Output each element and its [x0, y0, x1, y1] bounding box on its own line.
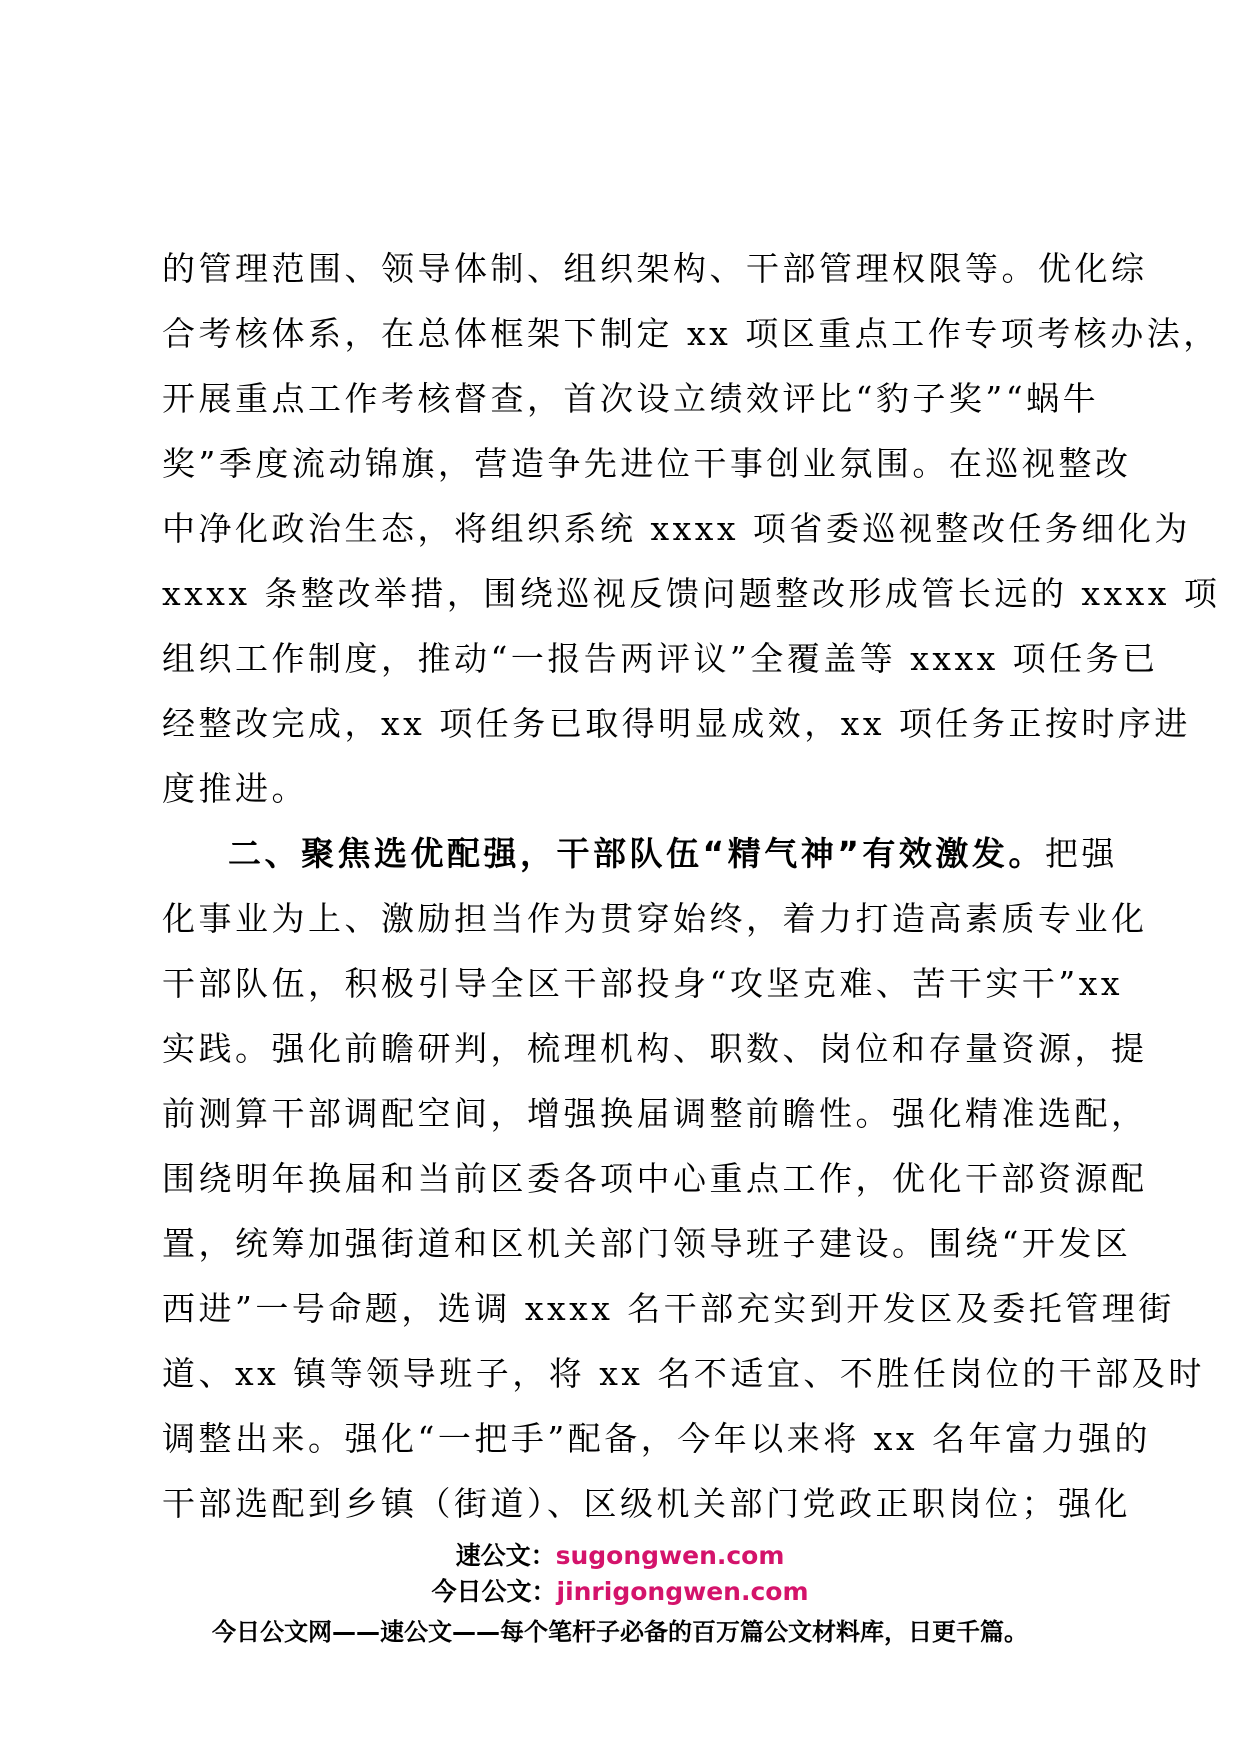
body-line: 开展重点工作考核督查，首次设立绩效评比“豹子奖”“蜗牛 [162, 379, 1100, 418]
section-line: 西进”一号命题，选调 xxxx 名干部充实到开发区及委托管理街 [162, 1289, 1175, 1328]
document-body [162, 236, 1221, 1536]
body-line: 组织工作制度，推动“一报告两评议”全覆盖等 xxxx 项任务已 [162, 639, 1159, 678]
section-heading: 二、聚焦选优配强，干部队伍“精气神”有效激发。 [228, 834, 1045, 873]
footer-slogan: 今日公文网——速公文——每个笔杆子必备的百万篇公文材料库，日更千篇。 [212, 1618, 1028, 1646]
body-line: 经整改完成，xx 项任务已取得明显成效，xx 项任务正按时序进 [162, 704, 1191, 743]
section-heading-line [162, 821, 1118, 886]
body-line: 奖”季度流动锦旗，营造争先进位干事创业氛围。在巡视整改 [162, 444, 1132, 483]
section-line: 干部队伍，积极引导全区干部投身“攻坚克难、苦干实干”xx [162, 964, 1123, 1003]
body-line: 中净化政治生态，将组织系统 xxxx 项省委巡视整改任务细化为 [162, 509, 1191, 548]
section-line: 置，统筹加强街道和区机关部门领导班子建设。围绕“开发区 [162, 1224, 1132, 1263]
section-line: 化事业为上、激励担当作为贯穿始终，着力打造高素质专业化 [162, 899, 1148, 938]
footer-link-sugongwen[interactable]: sugongwen.com [555, 1541, 785, 1570]
footer-sugongwen [0, 1536, 1240, 1572]
footer-label-jinrigongwen: 今日公文： [431, 1577, 557, 1606]
body-line: 度推进。 [162, 769, 308, 808]
section-line: 道、xx 镇等领导班子，将 xx 名不适宜、不胜任岗位的干部及时 [162, 1354, 1205, 1393]
section-heading-tail: 把强 [1044, 834, 1118, 873]
footer-link-jinrigongwen[interactable]: jinrigongwen.com [556, 1577, 809, 1606]
body-line: 的管理范围、领导体制、组织架构、干部管理权限等。优化综 [162, 249, 1148, 288]
section-line: 实践。强化前瞻研判，梳理机构、职数、岗位和存量资源，提 [162, 1029, 1148, 1068]
section-line: 调整出来。强化“一把手”配备，今年以来将 xx 名年富力强的 [162, 1419, 1151, 1458]
footer-label-sugongwen: 速公文： [455, 1541, 556, 1570]
body-line: xxxx 条整改举措，围绕巡视反馈问题整改形成管长远的 xxxx 项 [162, 574, 1221, 613]
section-line: 干部选配到乡镇（街道）、区级机关部门党政正职岗位；强化 [162, 1484, 1131, 1523]
body-line: 合考核体系，在总体框架下制定 xx 项区重点工作专项考核办法， [162, 314, 1220, 353]
footer-jinrigongwen [0, 1572, 1240, 1608]
section-line: 围绕明年换届和当前区委各项中心重点工作，优化干部资源配 [162, 1159, 1148, 1198]
section-line: 前测算干部调配空间，增强换届调整前瞻性。强化精准选配， [162, 1094, 1148, 1133]
